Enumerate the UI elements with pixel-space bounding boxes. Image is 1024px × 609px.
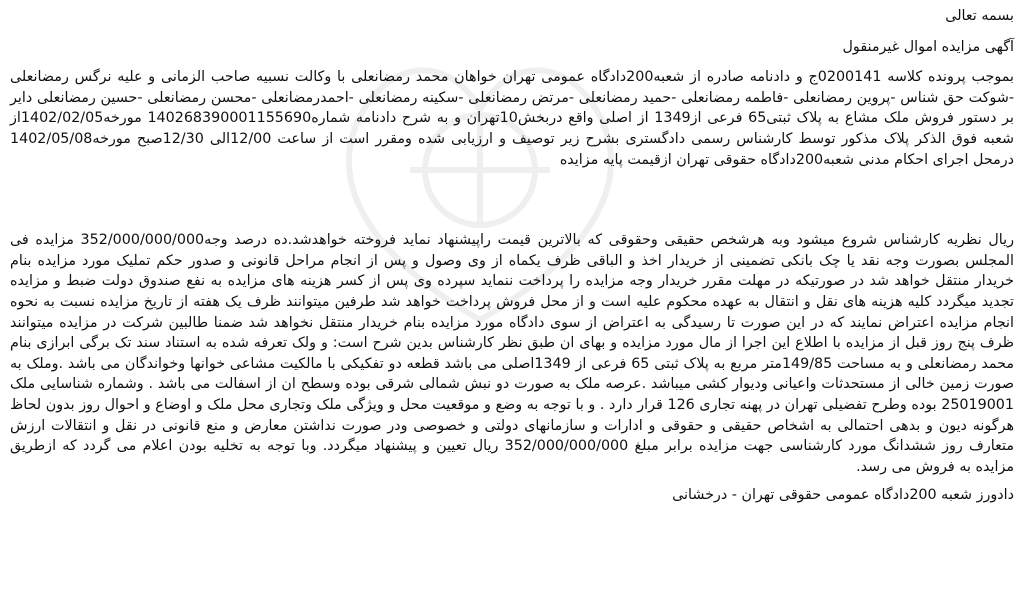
basmala: بسمه تعالی	[945, 8, 1014, 24]
signature-line: دادورز شعبه 200دادگاه عمومی حقوقی تهران - درخشانی	[672, 487, 1014, 504]
body-paragraph: ریال نظریه کارشناس شروع میشود وبه هرشخص حقیقی وحقوقی که بالاترین قیمت راپیشنهاد نماید فروخته خواهدشد.ده درصد وجه352/000/000/000 مزایده فی المجلس بصورت وجه نقد یا چک بانکی تضمینی از خریدار اخذ و الباقی ظرف یکماه از وی وصول و پس از انجام مراحل قانونی و صدور حکم تملیک مورد مزایده بنام خریدار منتقل خواهد شد در صورتیکه در مهلت مقرر خریدار وجه مزایده را پرداخت ننماید سپرده وی پس از کسر هزینه های مزایده به نفع صندوق دولت ضبط و مزایده تجدید میگردد کلیه هزینه های نقل و انتقال به عهده محکوم علیه است و از محل فروش پرداخت خواهد شد طرفین میتوانند ظرف یک هفته از تاریخ مزایده نسبت به نحوه انجام مزایده اعتراض نمایند که در این صورت تا رسیدگی به اعتراض از سوی دادگاه مورد مزایده بنام خریدار منتقل نخواهد شد ضمنا طالبین شرکت در مزایده میتوانند ظرف پنج روز قبل از مزایده با اطلاع این اجرا از مال مورد مزایده و بهای ان طبق نظر کارشناس بدین شرح است: و ولک تعرفه شده به استناد سند تک برگی ابرازی بنام محمد رمضانعلی و به مساحت 149/85متر مربع به پلاک ثبتی 65 فرعی از 1349اصلی می باشد قطعه دو تفکیکی با مالکیت مشاعی خوانها وخواندگان می باشد .وملک به صورت زمین خالی از مستحدثات واعیانی ودیوار کشی میباشد .عرصه ملک به صورت دو نبش شمالی شرقی بوده وسطح ان از اسفالت می باشد . وشماره شناسایی ملک 25019001 بوده وطرح تفضیلی تهران در پهنه تجاری 126 قرار دارد . و با توجه به وضع و موقعیت محل و ویژگی ملک وتجاری محل ملک و اوضاع و احوال روز بدون لحاظ هرگونه دیون و بدهی احتمالی به اشخاص حقیقی و حقوقی و ادارات و سازمانهای دولتی و خصوصی ودر صورت نداشتن معارض و منع قانونی در نقل و انتقالات ارزش متعارف روز ششدانگ مورد کارشناسی جهت مزایده برابر مبلغ 352/000/000/000 ریال تعیین و پیشنهاد میگردد. وبا توجه به تخلیه بودن اعلام می گردد که ازطریق مزایده به فروش می رسد.	[10, 232, 1014, 475]
intro-paragraph: بموجب پرونده کلاسه 0200141ج و دادنامه صادره از شعبه200دادگاه عمومی تهران خواهان محمد رمضانعلی با وکالت نسبیه صاحب الزمانی و علیه نرگس رمضانعلی -شوکت حق شناس -پروین رمضانعلی -فاطمه رمضانعلی -حمید رمضانعلی -مرتض رمضانعلی -سکینه رمضانعلی -احمدرمضانعلی -محسن رمضانعلی -حسین رمضانعلی دایر بر دستور فروش ملک مشاع به پلاک ثبتی65 فرعی از1349 از اصلی واقع دربخش10تهران و به شرح دادنامه شماره140268390001155690 مورخه1402/02/05از شعبه فوق الذکر پلاک مذکور توسط کارشناس رسمی دادگستری بشرح زیر توصیف و ارزیابی شده ومقرر است از ساعت 12/00الی 12/30صبح مورخه1402/05/08 درمحل اجرای احکام مدنی شعبه200دادگاه حقوقی تهران ازقیمت پایه مزایده	[10, 69, 1015, 168]
auction-notice	[10, 6, 1014, 605]
notice-title: آگهی مزایده اموال غیرمنقول	[842, 38, 1014, 55]
